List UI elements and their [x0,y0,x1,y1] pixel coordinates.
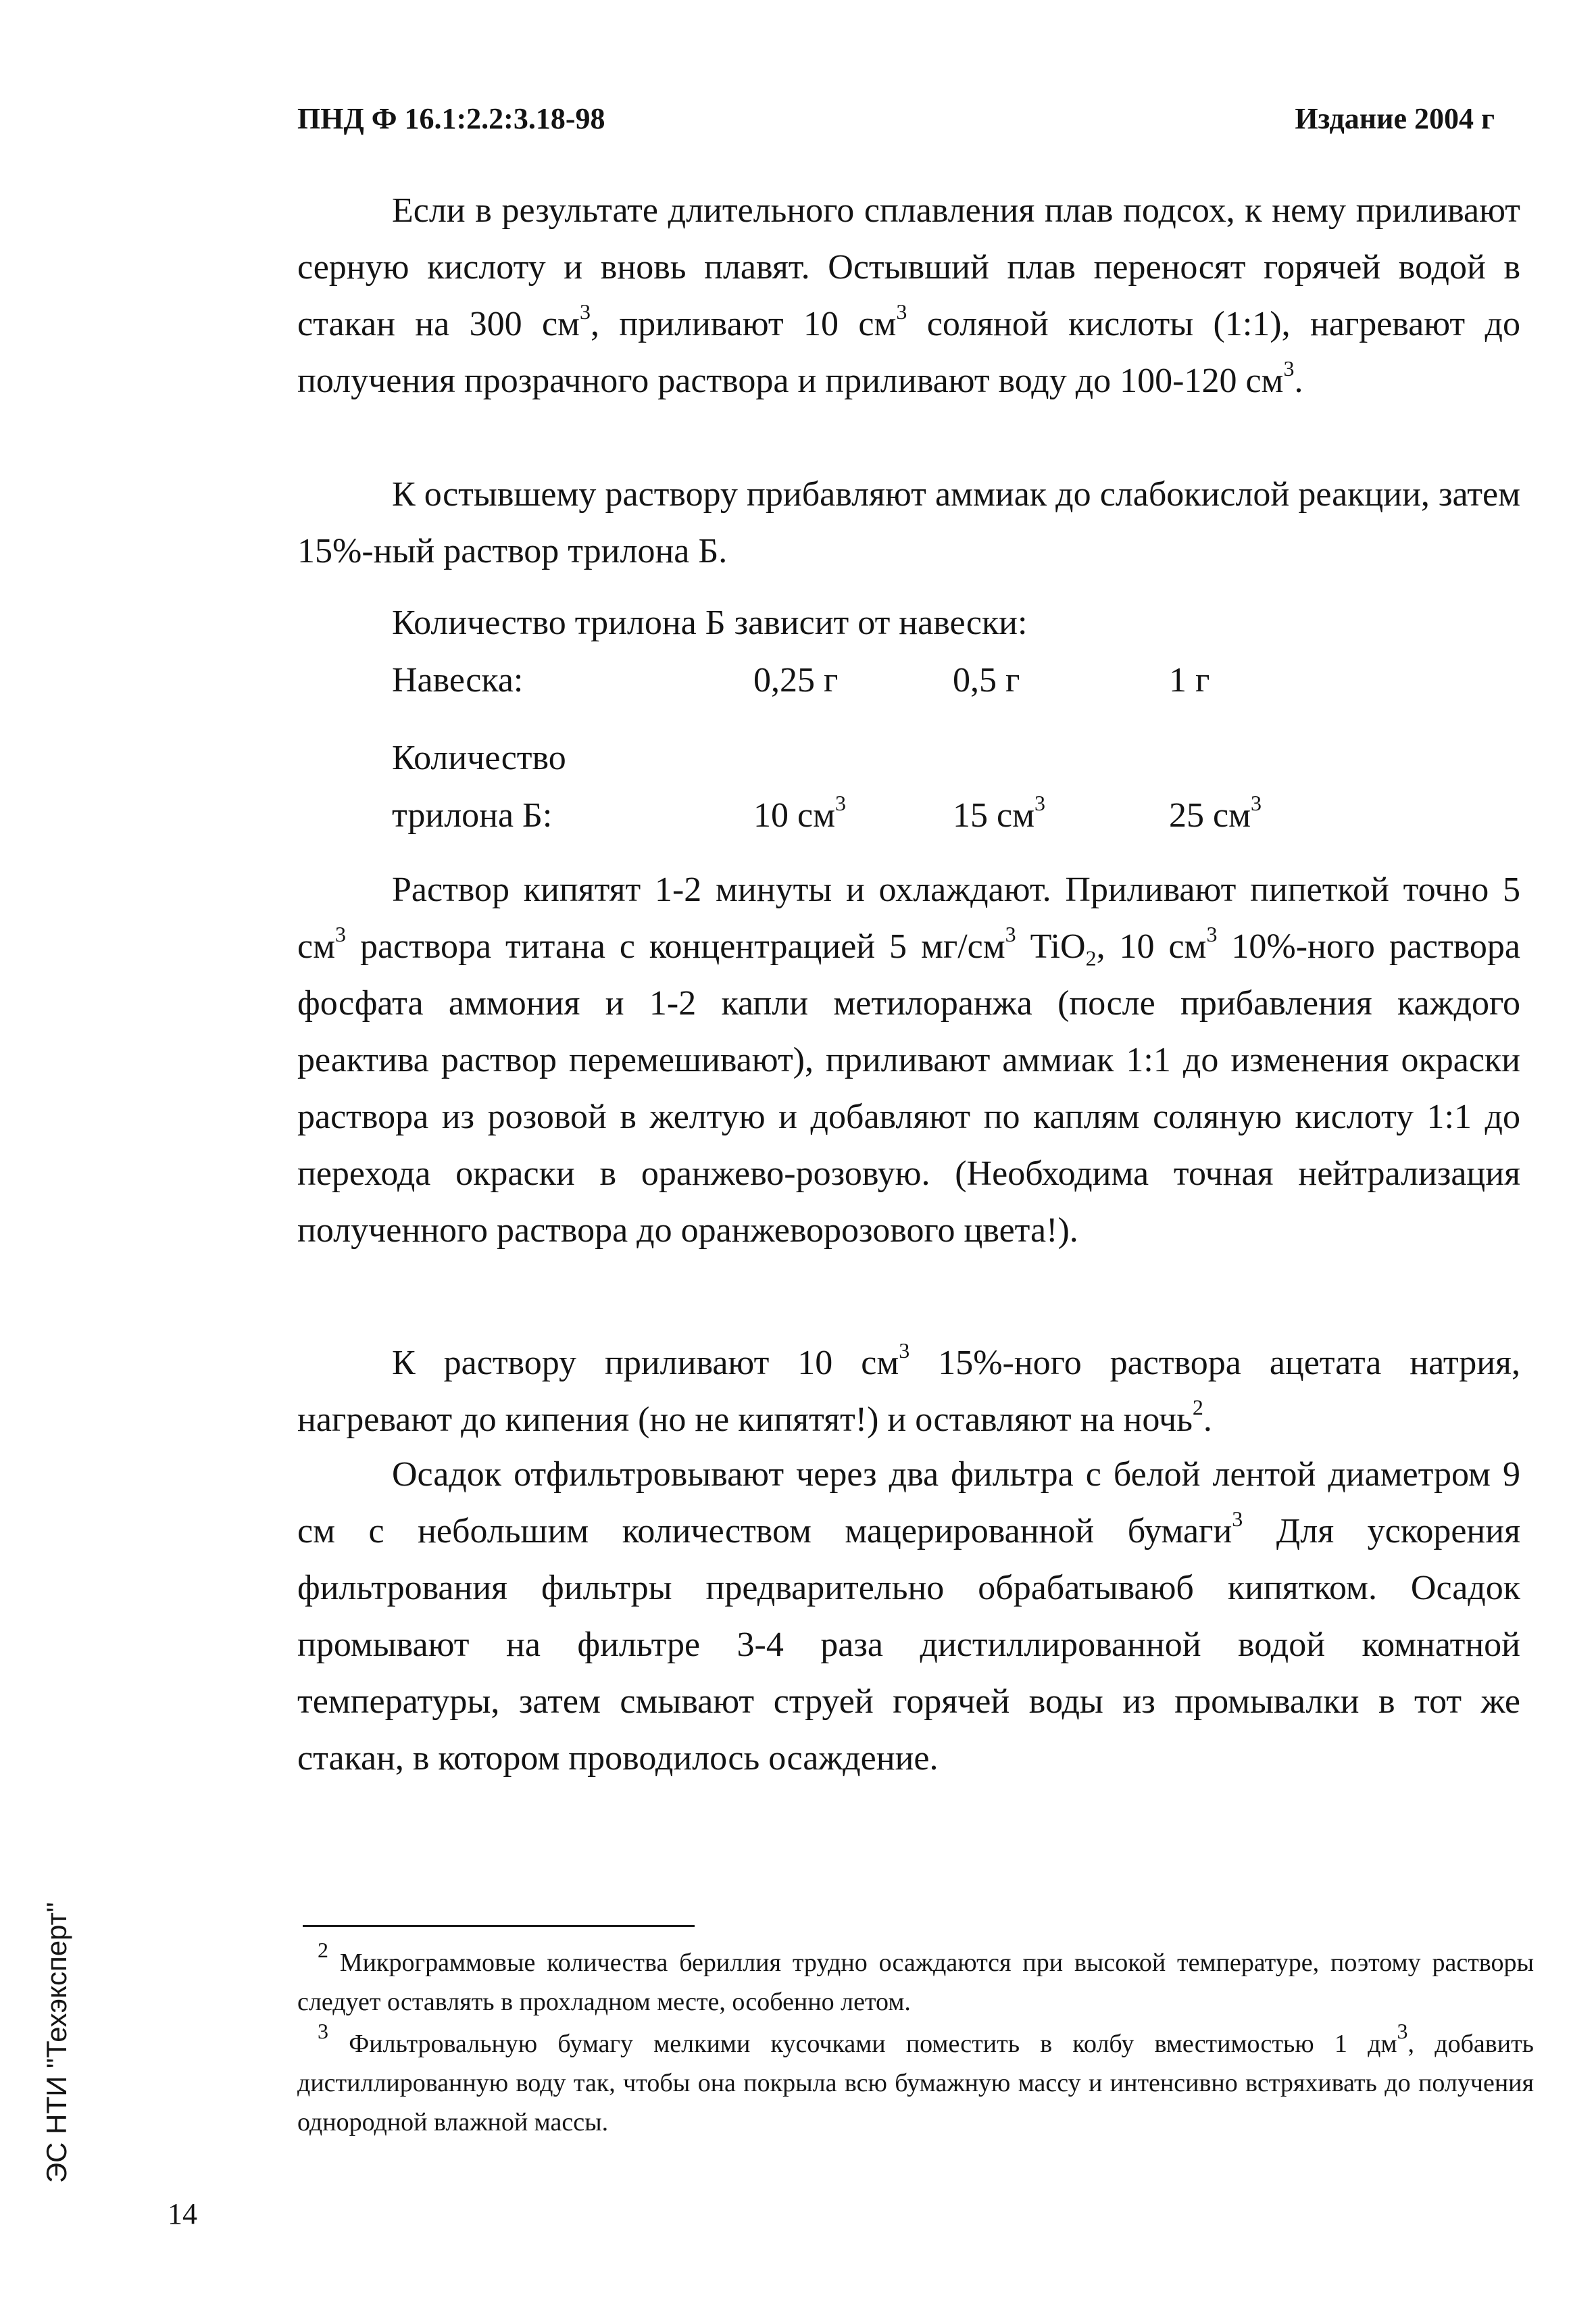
footnote-divider [303,1925,695,1927]
paragraph-3: Раствор кипятят 1-2 минуты и охлаждают. Приливают пипеткой точно 5 $см^3$ раствора титана с концентрацией 5 $мг/см^3$ TiO$_2$, 10 $см^3$ 10%-ного раствора фосфата аммония и 1-2 капли метилоранжа (после прибавления каждого реактива раствор перемешивают), приливают аммиак 1:1 до изменения окраски раствора из розовой в желтую и добавляют по каплям соляную кислоту 1:1 до перехода окраски в оранжево-розовую. (Необходима точная нейтрализация полученного раствора до оранжеворозового цвета!). [297,871,1520,1250]
paragraph-5: Осадок отфильтровывают через два фильтра с белой лентой диаметром 9 см с небольшим количеством мацерированной бумаги$^3$ Для ускорения фильтрования фильтры предварительно обрабатываюб кипятком. Осадок промывают на фильтре 3-4 раза дистиллированной водой комнатной температуры, затем смывают струей горячей воды из промывалки в тот же стакан, в котором проводилось осаждение. [297,1455,1520,1778]
table-cell-amount-1: 10 $см^3$ [753,790,846,835]
table-cell-sample-2: 0,5 г [953,661,1020,700]
page-number: 14 [168,2197,197,2230]
table-cell-amount-2: 15 $см^3$ [953,790,1045,835]
edition-label: Издание 2004 г [1295,102,1495,135]
table-cell-sample-1: 0,25 г [753,661,839,700]
footnote-2: $^2$ Микрограммовые количества бериллия трудно осаждаются при высокой температуре, поэтому растворы следует оставлять в прохладном месте, особенно летом. [297,1938,1535,2016]
table-intro: Количество трилона Б зависит от навески: [392,604,1028,642]
table-row-label-amount-line2: трилона Б: [392,796,553,835]
publisher-stamp: ЭС НТИ "Техэксперт" [41,1902,72,2183]
paragraph-2: К остывшему раствору прибавляют аммиак до слабокислой реакции, затем 15%-ный раствор трилона Б. [297,475,1520,570]
document-code: ПНД Ф 16.1:2.2:3.18-98 [297,102,605,135]
paragraph-4: К раствору приливают 10 $см^3$ 15%-ного раствора ацетата натрия, нагревают до кипения (но не кипятят!) и оставляют на ночь$^2$. [297,1338,1520,1439]
footnote-3: $^3$ Фильтровальную бумагу мелкими кусочками поместить в колбу вместимостью 1 $дм^3$, добавить дистиллированную воду так, чтобы она покрыла всю бумажную массу и интенсивно встряхивать до получения однородной влажной массы. [297,2019,1535,2136]
table-row-label-amount-line1: Количество [392,739,566,777]
paragraph-1: Если в результате длительного сплавления плав подсох, к нему приливают серную кислоту и вновь плавят. Остывший плав переносят горячей водой в стакан на 300 $см^3$, приливают 10 $см^3$ соляной кислоты (1:1), нагревают до получения прозрачного раствора и приливают воду до 100-120 $см^3$. [297,191,1520,400]
table-row-label-sample: Навеска: [392,661,524,700]
table-cell-sample-3: 1 г [1169,661,1210,700]
table-cell-amount-3: 25 $см^3$ [1169,790,1262,835]
